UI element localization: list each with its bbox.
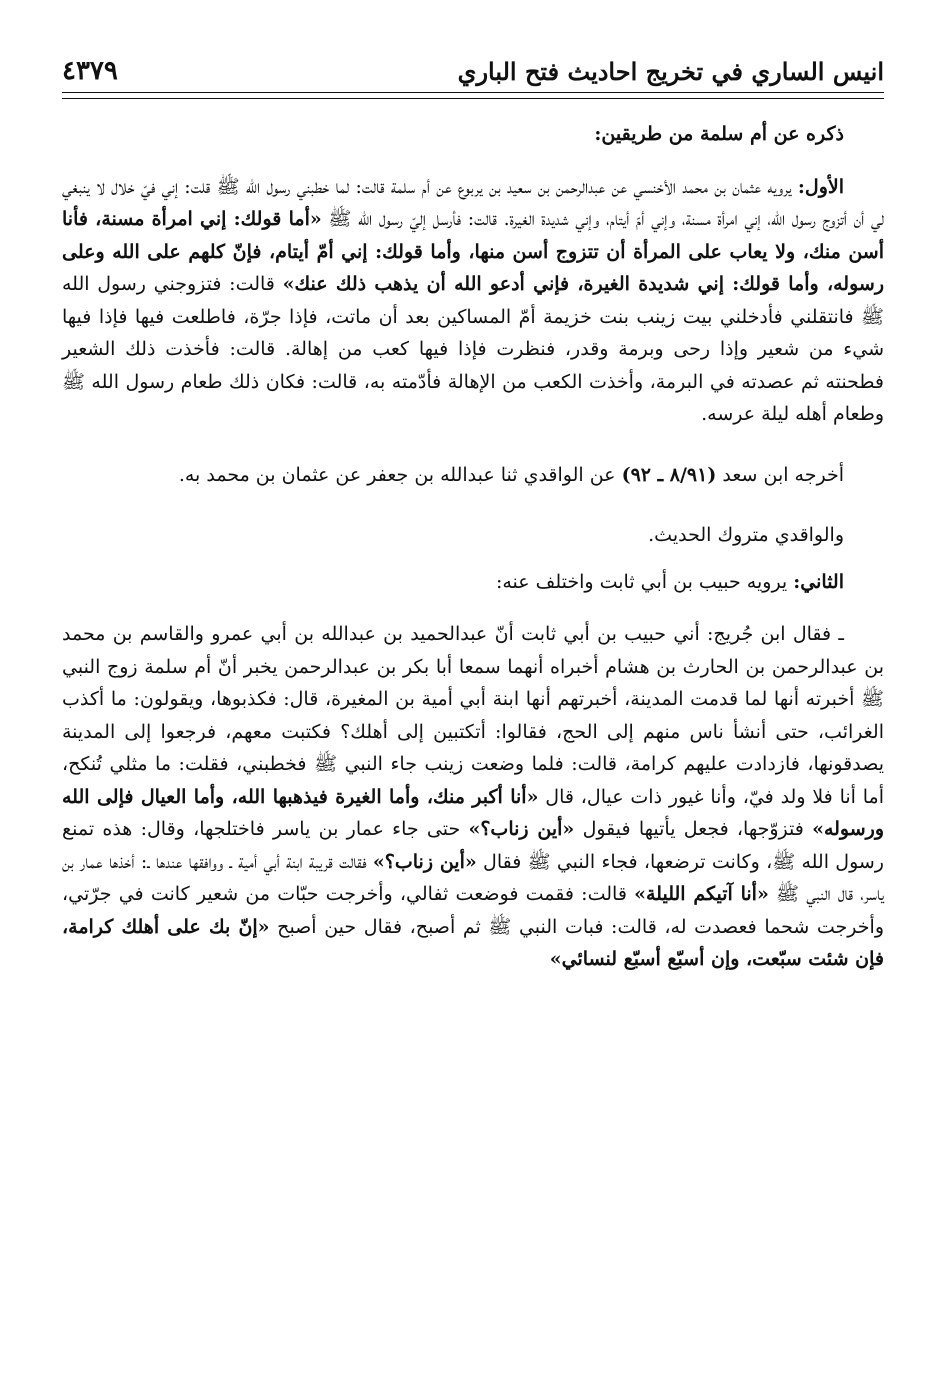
hadith-quote-2: «أين زناب؟» — [468, 818, 575, 840]
page-body — [62, 118, 884, 976]
takhrij-reference: (٨/٩١ ـ ٩٢) — [621, 463, 717, 486]
first-route-hadith-quote: «أما قولك: إني امرأة مسنة، فأنا أسن منك، ولا يعاب على المرأة أن تتزوج أسن منها، وأما قولك: إني أمّ أيتام، فإنّ كلهم على الله وعلى رسوله، وأما قولك: إني شديدة الغيرة، فإني أدعو الله أن يذهب ذلك عنك» — [62, 208, 884, 295]
hadith-quote-4: «أنا آتيكم الليلة» — [634, 883, 769, 905]
takhrij-text-a: أخرجه ابن سعد — [716, 463, 844, 486]
running-header — [62, 38, 884, 90]
ibn-jurayj-text-1: ـ فقال ابن جُريج: أني حبيب بن أبي ثابت أنّ عبدالحميد بن عبدالله بن أبي عمرو والقاسم بن محمد بن عبدالرحمن بن الحارث بن هشام أخبراه أنهما سمعا أبا بكر بن عبدالرحمن يخبر أنّ أم سلمة زوج النبي ﷺ أخبرته أنها لما قدمت المدينة، أخبرتهم أنها ابنة أبي أمية بن المغيرة، قال: فكذبوها، ويقولون: ما أكذب الغرائب، حتى أنشأ ناس منهم إلى الحج، فقالوا: أتكتبين إلى أهلك؟ فكتبت معهم، فرجعوا إلى المدينة يصدقونها، فازدادت عليهم كرامة، قالت: فلما وضعت زينب جاء النبي ﷺ فخطبني، فقلت: ما مثلي تُنكح، أما أنا فلا ولد فيّ، وأنا غيور ذات عيال، قال — [62, 623, 884, 808]
first-route-text-2: قالت: فتزوجني رسول الله ﷺ فانتقلني فأدخلني بيت زينب بنت خزيمة أمّ المساكين بعد أن ماتت، فإذا جرّة، فاطلعت فيها فإذا فيها شيء من شعير وإذا رحى وبرمة وقدر، فنظرت فإذا فيها كعب من إهالة. قالت: فأخذت ذلك الشعير فطحنته ثم عصدته في البرمة، وأخذت الكعب من الإهالة فأدّمته به، قالت: فكان ذلك طعام رسول الله ﷺ وطعام أهله ليلة عرسه. — [62, 273, 884, 425]
page-number: ٤٣٧٩ — [62, 56, 118, 86]
ibn-jurayj-text-2: فتزوّجها، فجعل يأتيها فيقول — [574, 818, 813, 840]
second-route-paragraph — [62, 566, 884, 599]
second-route-label: الثاني: — [793, 570, 844, 593]
first-route-paragraph — [62, 171, 884, 431]
header-rule-bottom — [62, 98, 884, 99]
narrator-note: والواقدي متروك الحديث. — [648, 524, 844, 546]
hadith-quote-1: «أنا أكبر منك، وأما الغيرة فيذهبها الله، وأما العيال فإلى الله ورسوله» — [62, 785, 884, 840]
hadith-quote-3: «أين زناب؟» — [372, 850, 477, 873]
takhrij-text-b: عن الواقدي ثنا عبدالله بن جعفر عن عثمان بن محمد به. — [178, 463, 622, 486]
section-heading: ذكره عن أم سلمة من طريقين: — [594, 123, 844, 145]
ibn-jurayj-paragraph — [62, 618, 884, 976]
first-route-label: الأول: — [797, 175, 844, 198]
hadith-quote-5: «إنّ بك على أهلك كرامة، فإن شئت سبّعت، وإن أسبّع أسبّع لنسائي» — [62, 915, 884, 970]
header-rule-top — [62, 92, 884, 93]
book-page — [62, 38, 884, 1358]
ibn-jurayj-text-5: قالت: فقمت فوضعت ثفالي، وأخرجت حبّات من شعير كانت في جرّتي، وأخرجت شحما فعصدت له، قالت: فبات النبي ﷺ ثم أصبح، فقال حين أصبح — [62, 883, 884, 938]
second-route-text: يرويه حبيب بن أبي ثابت واختلف عنه: — [495, 570, 794, 593]
ibn-jurayj-text-4: فقالت قريبة ابنة أبي أمية ـ ووافقها عندها ـ: أخذها عمار بن ياسر، قال النبي ﷺ — [62, 850, 885, 905]
book-title: انيس الساري في تخريج احاديث فتح الباري — [457, 57, 884, 86]
first-route-text-1: يرويه عثمان بن محمد الأخنسي عن عبدالرحمن بن سعيد بن يربوع عن أم سلمة قالت: لما خطبني رسول الله ﷺ قلت: إني فيّ خلال لا ينبغي لي أن أتزوج رسول الله، إني امرأة مسنة، وإني أمّ أيتام، وإني شديدة الغيرة. قالت: فأرسل إليّ رسول الله ﷺ — [62, 175, 884, 230]
takhrij-paragraph — [62, 459, 884, 492]
ibn-jurayj-text-3: حتى جاء عمار بن ياسر فاختلجها، وقال: هذه تمنع رسول الله ﷺ، وكانت ترضعها، فجاء النبي ﷺ فقال — [62, 818, 884, 873]
